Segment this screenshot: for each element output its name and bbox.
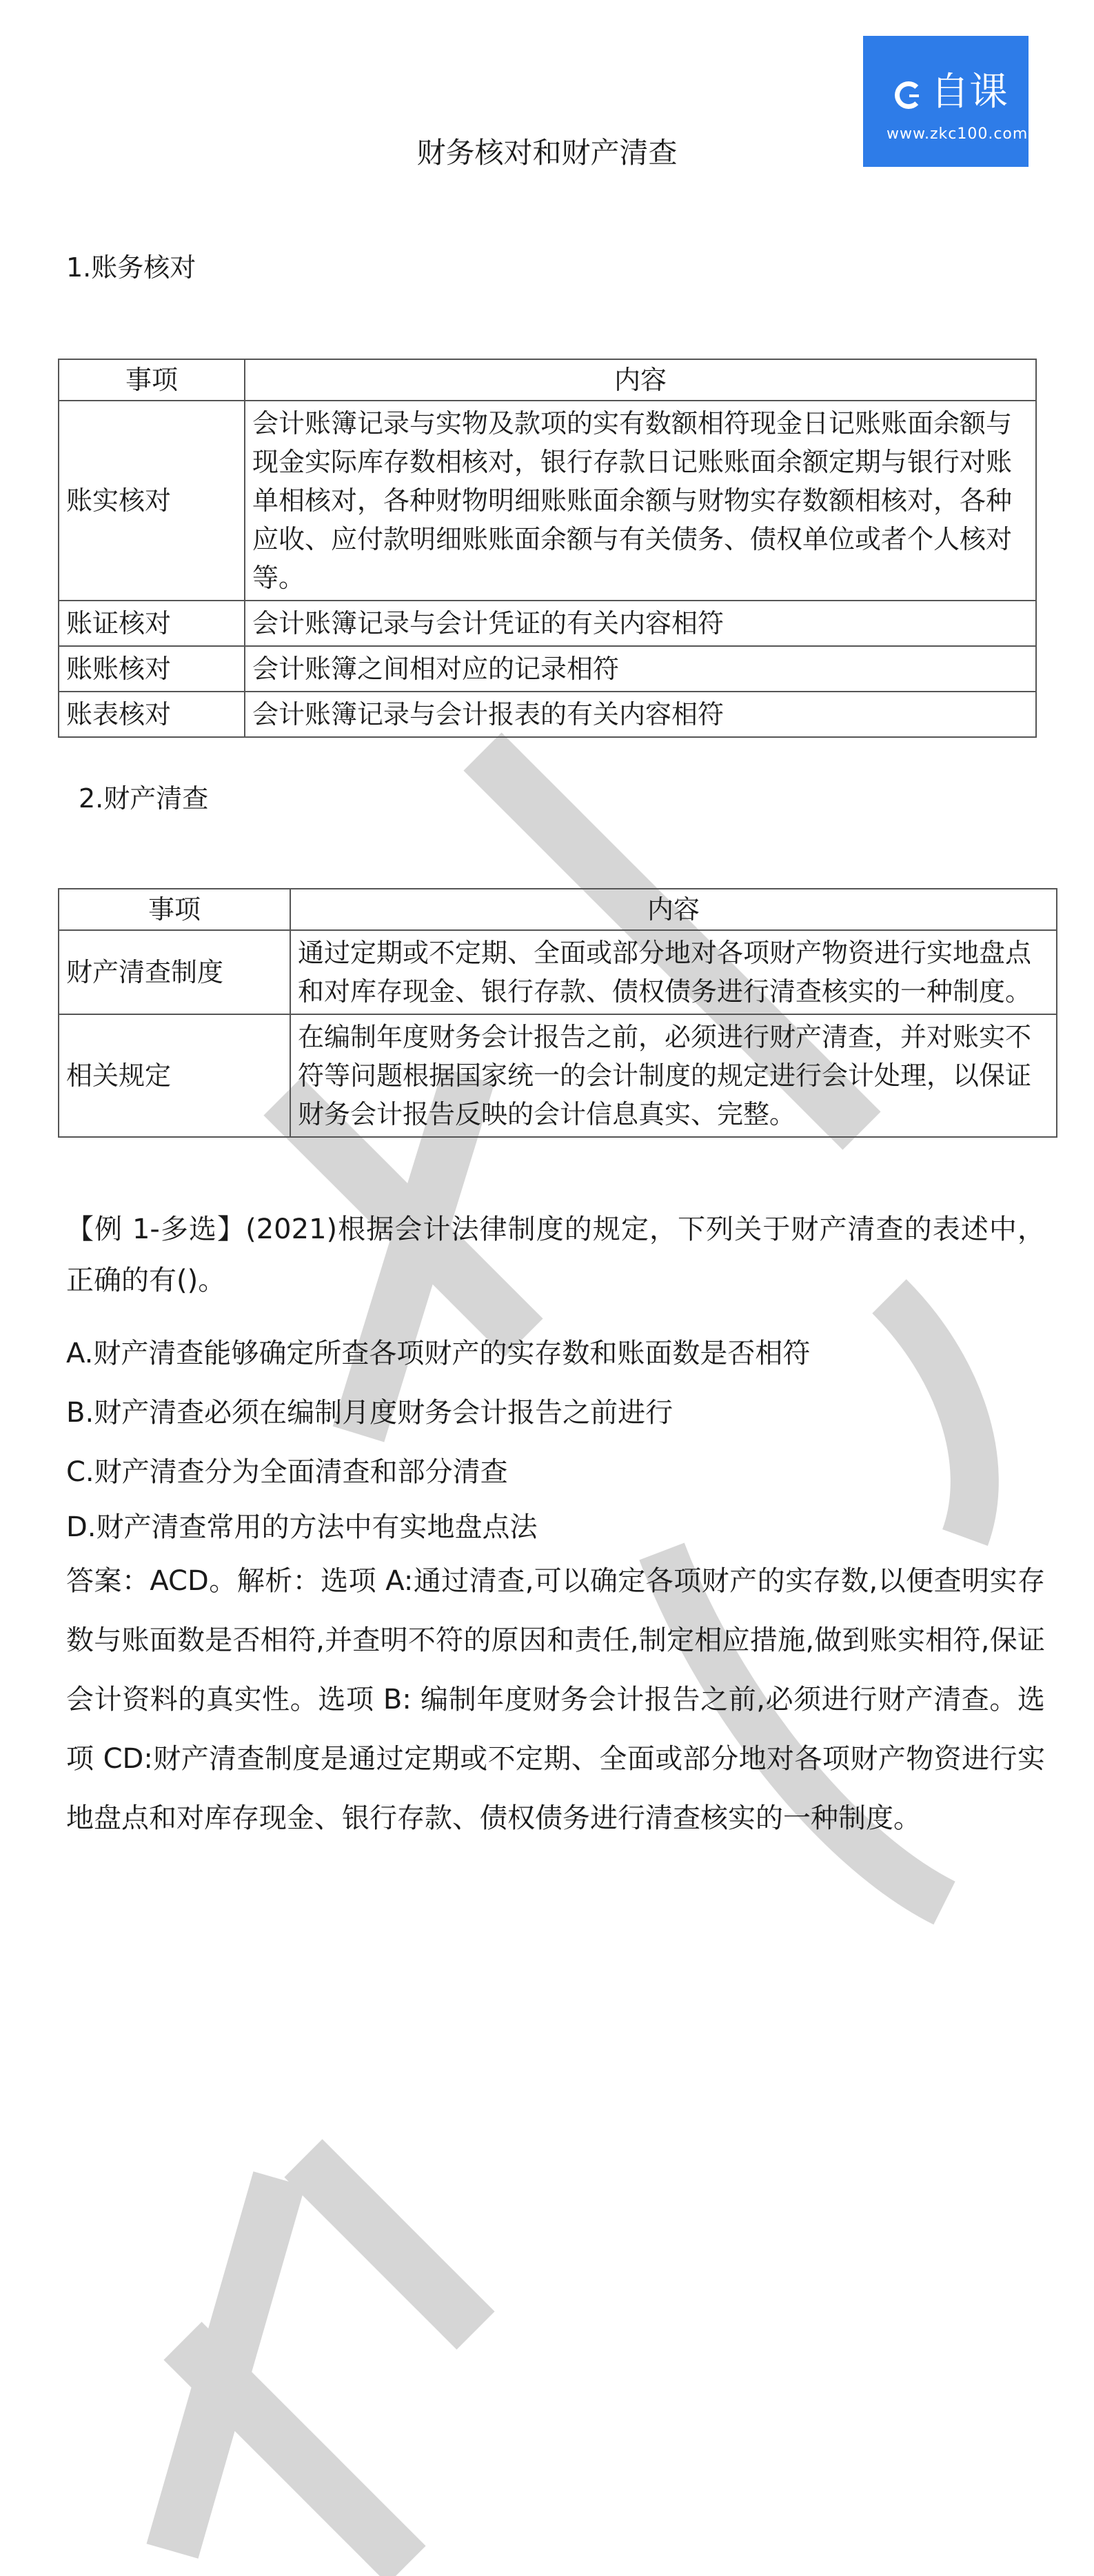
row-item: 账证核对 — [59, 601, 245, 646]
table-header-row — [59, 359, 1036, 401]
example-question: 【例 1-多选】(2021)根据会计法律制度的规定，下列关于财产清查的表述中，正确的有()。 — [66, 1214, 1045, 1296]
column-header-content: 内容 — [245, 359, 1036, 401]
table-row — [59, 646, 1036, 692]
logo-c-icon — [895, 81, 922, 109]
answer-explanation: 答案：ACD。解析：选项 A:通过清查,可以确定各项财产的实存数,以便查明实存数与账面数是否相符,并查明不符的原因和责任,制定相应措施,做到账实相符,保证会计资料的真实性。选项 B: 编制年度财务会计报告之前,必须进行财产清查。选项 CD:财产清查制度是通过定期或不定期、全面或部分地对各项财产物资进行实地盘点和对库存现金、银行存款、债权债务进行清查核实的一种制度。 — [66, 1565, 1045, 1834]
row-content: 会计账簿记录与会计报表的有关内容相符 — [245, 692, 1036, 737]
option-a: A.财产清查能够确定所查各项财产的实存数和账面数是否相符 — [66, 1338, 811, 1369]
option-b: B.财产清查必须在编制月度财务会计报告之前进行 — [66, 1397, 673, 1429]
table-row — [59, 601, 1036, 646]
row-item: 相关规定 — [59, 1014, 290, 1137]
row-item: 账账核对 — [59, 646, 245, 692]
logo-url: www.zkc100.com — [887, 125, 1029, 143]
row-item: 财产清查制度 — [59, 930, 290, 1014]
column-header-item: 事项 — [59, 889, 290, 930]
property-inventory-table — [58, 888, 1057, 1138]
column-header-item: 事项 — [59, 359, 245, 401]
option-c: C.财产清查分为全面清查和部分清查 — [66, 1456, 508, 1488]
section-heading-account-check: 1.账务核对 — [66, 252, 196, 283]
column-header-content: 内容 — [290, 889, 1057, 930]
table-row — [59, 930, 1057, 1014]
table-row — [59, 692, 1036, 737]
row-content: 会计账簿之间相对应的记录相符 — [245, 646, 1036, 692]
row-item: 账表核对 — [59, 692, 245, 737]
logo-text: 自课 — [931, 70, 1008, 114]
account-check-table — [58, 359, 1037, 738]
row-content: 会计账簿记录与实物及款项的实有数额相符现金日记账账面余额与现金实际库存数相核对，银行存款日记账账面余额定期与银行对账单相核对，各种财物明细账账面余额与财物实存数额相核对，各种应收、应付款明细账账面余额与有关债务、债权单位或者个人核对等。 — [245, 401, 1036, 601]
table-header-row — [59, 889, 1057, 930]
section-heading-property-inventory: 2.财产清查 — [79, 783, 209, 814]
row-content: 通过定期或不定期、全面或部分地对各项财产物资进行实地盘点和对库存现金、银行存款、债权债务进行清查核实的一种制度。 — [290, 930, 1057, 1014]
document-title: 财务核对和财产清查 — [416, 136, 678, 170]
row-content: 会计账簿记录与会计凭证的有关内容相符 — [245, 601, 1036, 646]
row-content: 在编制年度财务会计报告之前，必须进行财产清查，并对账实不符等问题根据国家统一的会计制度的规定进行会计处理，以保证财务会计报告反映的会计信息真实、完整。 — [290, 1014, 1057, 1137]
table-row — [59, 1014, 1057, 1137]
option-d: D.财产清查常用的方法中有实地盘点法 — [66, 1511, 538, 1543]
table-row — [59, 401, 1036, 601]
row-item: 账实核对 — [59, 401, 245, 601]
